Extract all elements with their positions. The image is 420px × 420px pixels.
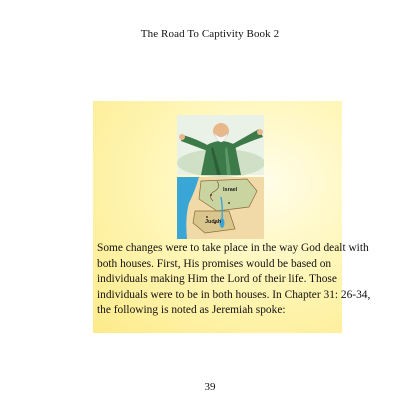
israel-judah-map: [177, 177, 264, 239]
body-line: the following is noted as Jeremiah spoke:: [97, 304, 286, 317]
book-title-header: The Road To Captivity Book 2: [140, 28, 280, 40]
prophet-figure: [177, 115, 264, 177]
body-line: Some changes were to take place in the way God dealt with: [97, 242, 369, 254]
body-line: both houses. First, His promises would be based on: [97, 257, 332, 270]
prophet-and-map-illustration: [177, 115, 264, 239]
body-line: individuals making Him the Lord of their life. Those: [97, 273, 337, 286]
map-label-israel: Israel: [223, 187, 238, 193]
page-number: 39: [204, 381, 216, 393]
body-line: individuals were to be in both houses. In Chapter 31: 26-34,: [97, 288, 371, 301]
map-label-judah: Judah: [205, 219, 222, 225]
body-paragraph: [97, 241, 371, 319]
